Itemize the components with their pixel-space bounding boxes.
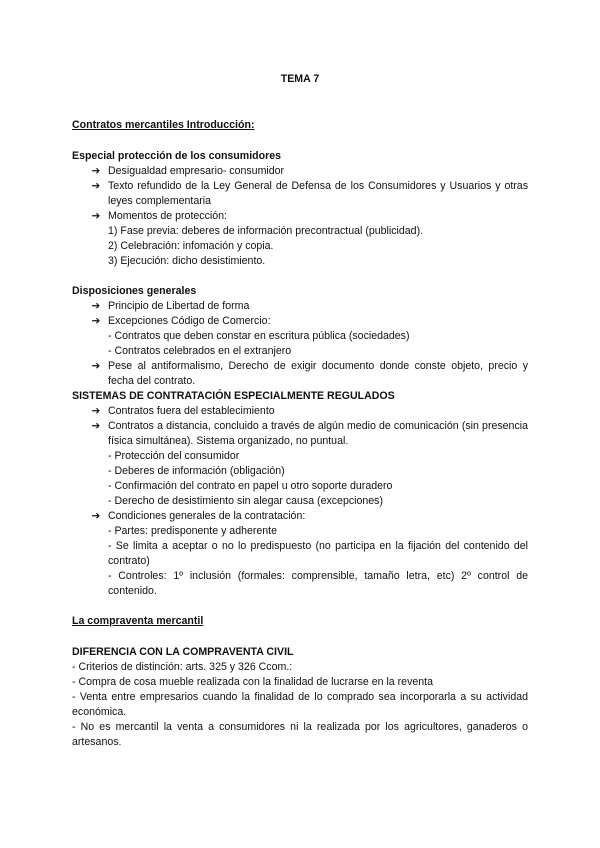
arrow-bullet-icon: ➔ (91, 180, 101, 192)
document-title: TEMA 7 (280, 73, 320, 85)
sub-item: - Partes: predisponente y adherente (108, 525, 278, 537)
intro-heading: Contratos mercantiles Introducción: (72, 119, 255, 131)
bullet-item: Momentos de protección: (108, 210, 227, 222)
section-heading-systems: SISTEMAS DE CONTRATACIÓN ESPECIALMENTE REGULADOS (72, 390, 395, 402)
bullet-item: Principio de Libertad de forma (108, 300, 250, 312)
sub-item: - Deberes de información (obligación) (108, 465, 285, 477)
bullet-item: Texto refundido de la Ley General de Defensa de los Consumidores y Usuarios y otras leyes complementaria (108, 180, 528, 207)
arrow-bullet-icon: ➔ (91, 420, 101, 432)
sub-item: 3) Ejecución: dicho desistimiento. (108, 255, 266, 267)
paragraph-line: - Criterios de distinción: arts. 325 y 326 Ccom.: (72, 661, 293, 673)
sub-item: - Contratos que deben constar en escritura pública (sociedades) (108, 330, 410, 342)
arrow-bullet-icon: ➔ (91, 315, 101, 327)
paragraph-line: - Compra de cosa mueble realizada con la finalidad de lucrarse en la reventa (72, 676, 433, 688)
subheading-civil-difference: DIFERENCIA CON LA COMPRAVENTA CIVIL (72, 646, 294, 658)
bullet-item: Desigualdad empresario- consumidor (108, 165, 285, 177)
arrow-bullet-icon: ➔ (91, 360, 101, 372)
section-heading-sale: La compraventa mercantil (72, 615, 204, 627)
paragraph-line: - No es mercantil la venta a consumidores ni la realizada por los agricultores, ganaderos o artesanos. (72, 721, 528, 748)
bullet-item: Contratos a distancia, concluido a través de algún medio de comunicación (sin presencia física simultánea). Sistema organizado, no puntual. (108, 420, 528, 447)
sub-item: - Controles: 1º inclusión (formales: comprensible, tamaño letra, etc) 2º control de contenido. (108, 570, 528, 597)
arrow-bullet-icon: ➔ (91, 210, 101, 222)
section-heading-consumers: Especial protección de los consumidores (72, 150, 281, 162)
sub-item: - Derecho de desistimiento sin alegar causa (excepciones) (108, 495, 383, 507)
bullet-item: Pese al antiformalismo, Derecho de exigir documento donde conste objeto, precio y fecha del contrato. (108, 360, 528, 387)
section-heading-general: Disposiciones generales (72, 285, 197, 297)
arrow-bullet-icon: ➔ (91, 300, 101, 312)
sub-item: 1) Fase previa: deberes de información precontractual (publicidad). (108, 225, 424, 237)
arrow-bullet-icon: ➔ (91, 165, 101, 177)
sub-item: - Protección del consumidor (108, 450, 240, 462)
sub-item: - Se limita a aceptar o no lo predispuesto (no participa en la fijación del contenido del contrato) (108, 540, 528, 567)
arrow-bullet-icon: ➔ (91, 405, 101, 417)
sub-item: - Confirmación del contrato en papel u otro soporte duradero (108, 480, 393, 492)
sub-item: - Contratos celebrados en el extranjero (108, 345, 292, 357)
sub-item: 2) Celebración: infomación y copia. (108, 240, 274, 252)
arrow-bullet-icon: ➔ (91, 510, 101, 522)
bullet-item: Condiciones generales de la contratación: (108, 510, 306, 522)
bullet-item: Contratos fuera del establecimiento (108, 405, 275, 417)
bullet-item: Excepciones Código de Comercio: (108, 315, 271, 327)
paragraph-line: - Venta entre empresarios cuando la finalidad de lo comprado sea incorporarla a su actividad económica. (72, 691, 528, 718)
